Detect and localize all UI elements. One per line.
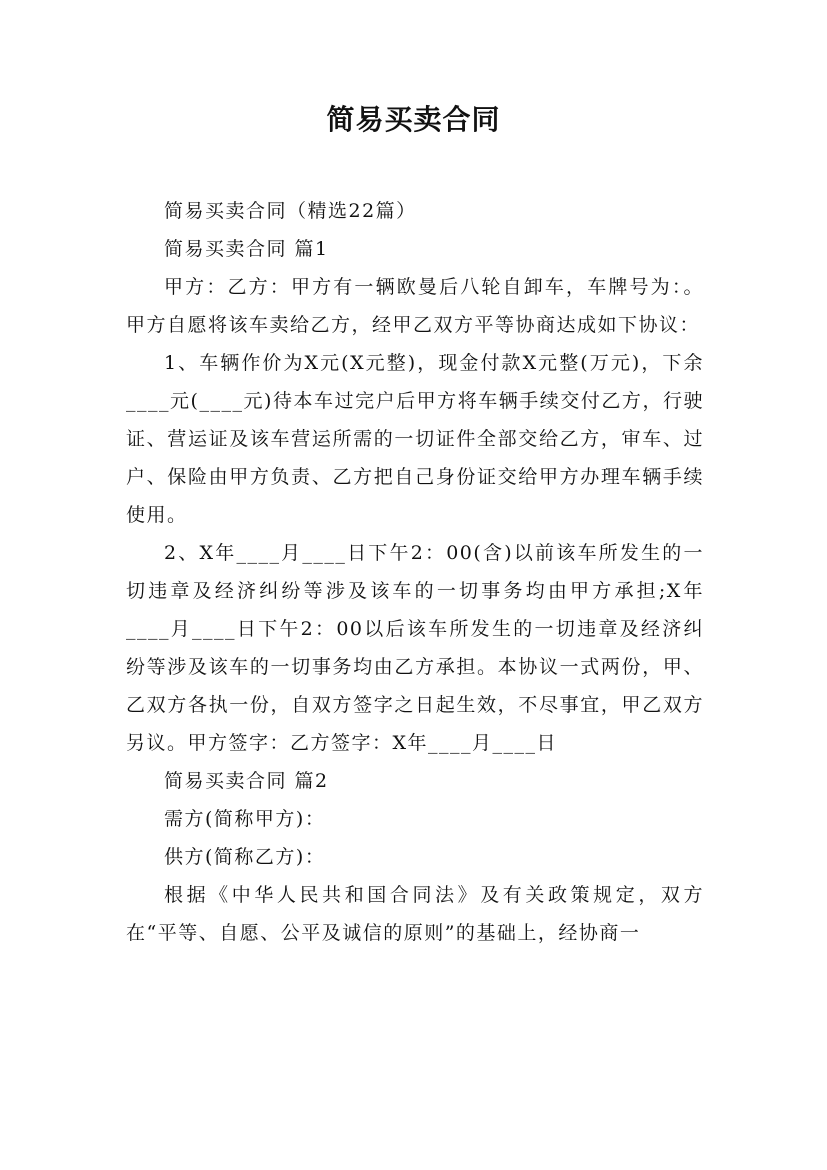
- paragraph-section-heading-2: 简易买卖合同 篇2: [164, 770, 329, 792]
- document-body: [126, 192, 704, 952]
- paragraph-demand-party: 需方(简称甲方)：: [164, 808, 326, 830]
- paragraph-legal-basis: 根据《中华人民共和国合同法》及有关政策规定，双方在“平等、自愿、公平及诚信的原则”的基础上，经协商一: [126, 884, 704, 944]
- paragraph-parties-intro: 甲方：乙方：甲方有一辆欧曼后八轮自卸车，车牌号为：。甲方自愿将该车卖给乙方，经甲乙双方平等协商达成如下协议：: [126, 276, 704, 336]
- paragraph-supply-party: 供方(简称乙方)：: [164, 846, 326, 868]
- document-title: 简易买卖合同: [326, 103, 501, 136]
- paragraph-clause-1: 1、车辆作价为X元(X元整)，现金付款X元整(万元)，下余____元(____元)待本车过完户后甲方将车辆手续交付乙方，行驶证、营运证及该车营运所需的一切证件全部交给乙方，审车、过户、保险由甲方负责、乙方把自己身份证交给甲方办理车辆手续使用。: [126, 352, 704, 526]
- paragraph-section-heading-1: 简易买卖合同 篇1: [164, 238, 329, 260]
- paragraph-subtitle: 简易买卖合同（精选22篇）: [164, 200, 417, 222]
- paragraph-clause-2: 2、X年____月____日下午2：00(含)以前该车所发生的一切违章及经济纠纷等涉及该车的一切事务均由甲方承担;X年____月____日下午2：00以后该车所发生的一切违章及经济纠纷等涉及该车的一切事务均由乙方承担。本协议一式两份，甲、乙双方各执一份，自双方签字之日起生效，不尽事宜，甲乙双方另议。甲方签字：乙方签字：X年____月____日: [126, 542, 704, 754]
